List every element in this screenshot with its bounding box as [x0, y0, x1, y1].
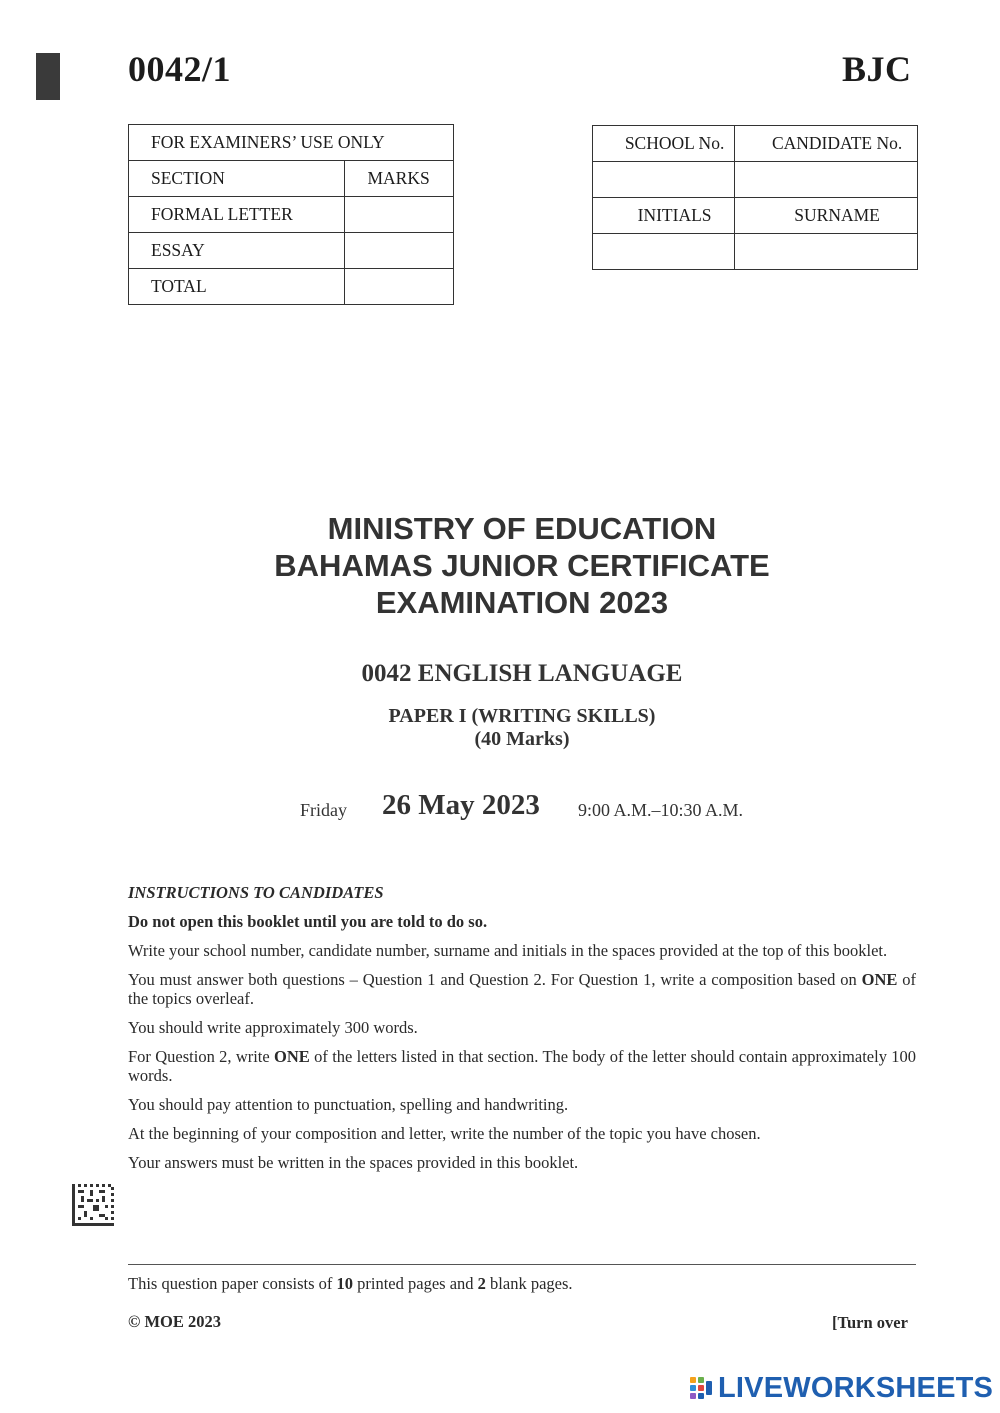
examiners-table-title: FOR EXAMINERS’ USE ONLY [129, 125, 454, 161]
instruction-answer-spaces: Your answers must be written in the spaces provided in this booklet. [128, 1153, 579, 1172]
candidate-no-field[interactable] [735, 162, 918, 198]
paper-marks: (40 Marks) [474, 728, 570, 750]
liveworksheets-brand[interactable] [690, 1372, 993, 1404]
examination-year-line: EXAMINATION 2023 [375, 585, 669, 620]
copyright: © MOE 2023 [128, 1312, 221, 1331]
paper-code: 0042/1 [128, 49, 232, 89]
paper-name: PAPER I (WRITING SKILLS) [388, 705, 656, 727]
qr-code-icon [72, 1184, 114, 1226]
candidate-no-label: CANDIDATE No. [735, 126, 918, 162]
ministry-line: MINISTRY OF EDUCATION [327, 511, 717, 546]
school-no-label: SCHOOL No. [593, 126, 735, 162]
subject-title: 0042 ENGLISH LANGUAGE [361, 660, 683, 687]
marks-header: MARKS [345, 161, 454, 197]
row-label-total: TOTAL [129, 269, 345, 305]
exam-time: 9:00 A.M.–10:30 A.M. [578, 800, 744, 820]
row-label-formal-letter: FORMAL LETTER [129, 197, 345, 233]
page-count-note: This question paper consists of 10 printed pages and 2 blank pages. [128, 1274, 573, 1293]
initials-label: INITIALS [593, 198, 735, 234]
row-label-essay: ESSAY [129, 233, 345, 269]
instruction-write-details: Write your school number, candidate number, surname and initials in the spaces provided at the top of this booklet. [128, 941, 888, 960]
instructions [128, 883, 916, 1182]
exam-title [0, 510, 1000, 621]
instruction-do-not-open: Do not open this booklet until you are told to do so. [128, 912, 488, 931]
exam-label: BJC [842, 49, 912, 89]
instruction-word-count: You should write approximately 300 words. [128, 1018, 418, 1037]
footer-divider [128, 1264, 916, 1265]
turn-over: [Turn over [832, 1313, 908, 1332]
liveworksheets-logo-icon [690, 1377, 712, 1399]
instructions-heading: INSTRUCTIONS TO CANDIDATES [128, 883, 384, 902]
liveworksheets-wordmark: LIVEWORKSHEETS [718, 1371, 994, 1404]
exam-date: 26 May 2023 [382, 789, 540, 821]
instruction-letter: For Question 2, write ONE of the letters listed in that section. The body of the letter should contain approximately 100 words. [128, 1047, 917, 1085]
instruction-attention: You should pay attention to punctuation, spelling and handwriting. [128, 1095, 569, 1114]
school-no-field[interactable] [593, 162, 735, 198]
initials-field[interactable] [593, 234, 735, 270]
instruction-answer-both: You must answer both questions – Question 1 and Question 2. For Question 1, write a composition based on ONE of the topics overleaf. [128, 970, 917, 1008]
instruction-topic-number: At the beginning of your composition and letter, write the number of the topic you have chosen. [128, 1124, 761, 1143]
examiners-use-table [128, 124, 454, 305]
section-header: SECTION [129, 161, 345, 197]
surname-field[interactable] [735, 234, 918, 270]
black-margin-tab [36, 53, 60, 100]
certificate-line: BAHAMAS JUNIOR CERTIFICATE [274, 548, 770, 583]
exam-day: Friday [300, 800, 347, 820]
marks-cell-total[interactable] [345, 269, 454, 305]
paper-title [0, 705, 1000, 751]
marks-cell-formal-letter[interactable] [345, 197, 454, 233]
marks-cell-essay[interactable] [345, 233, 454, 269]
surname-label: SURNAME [735, 198, 918, 234]
candidate-info-table [592, 125, 918, 270]
